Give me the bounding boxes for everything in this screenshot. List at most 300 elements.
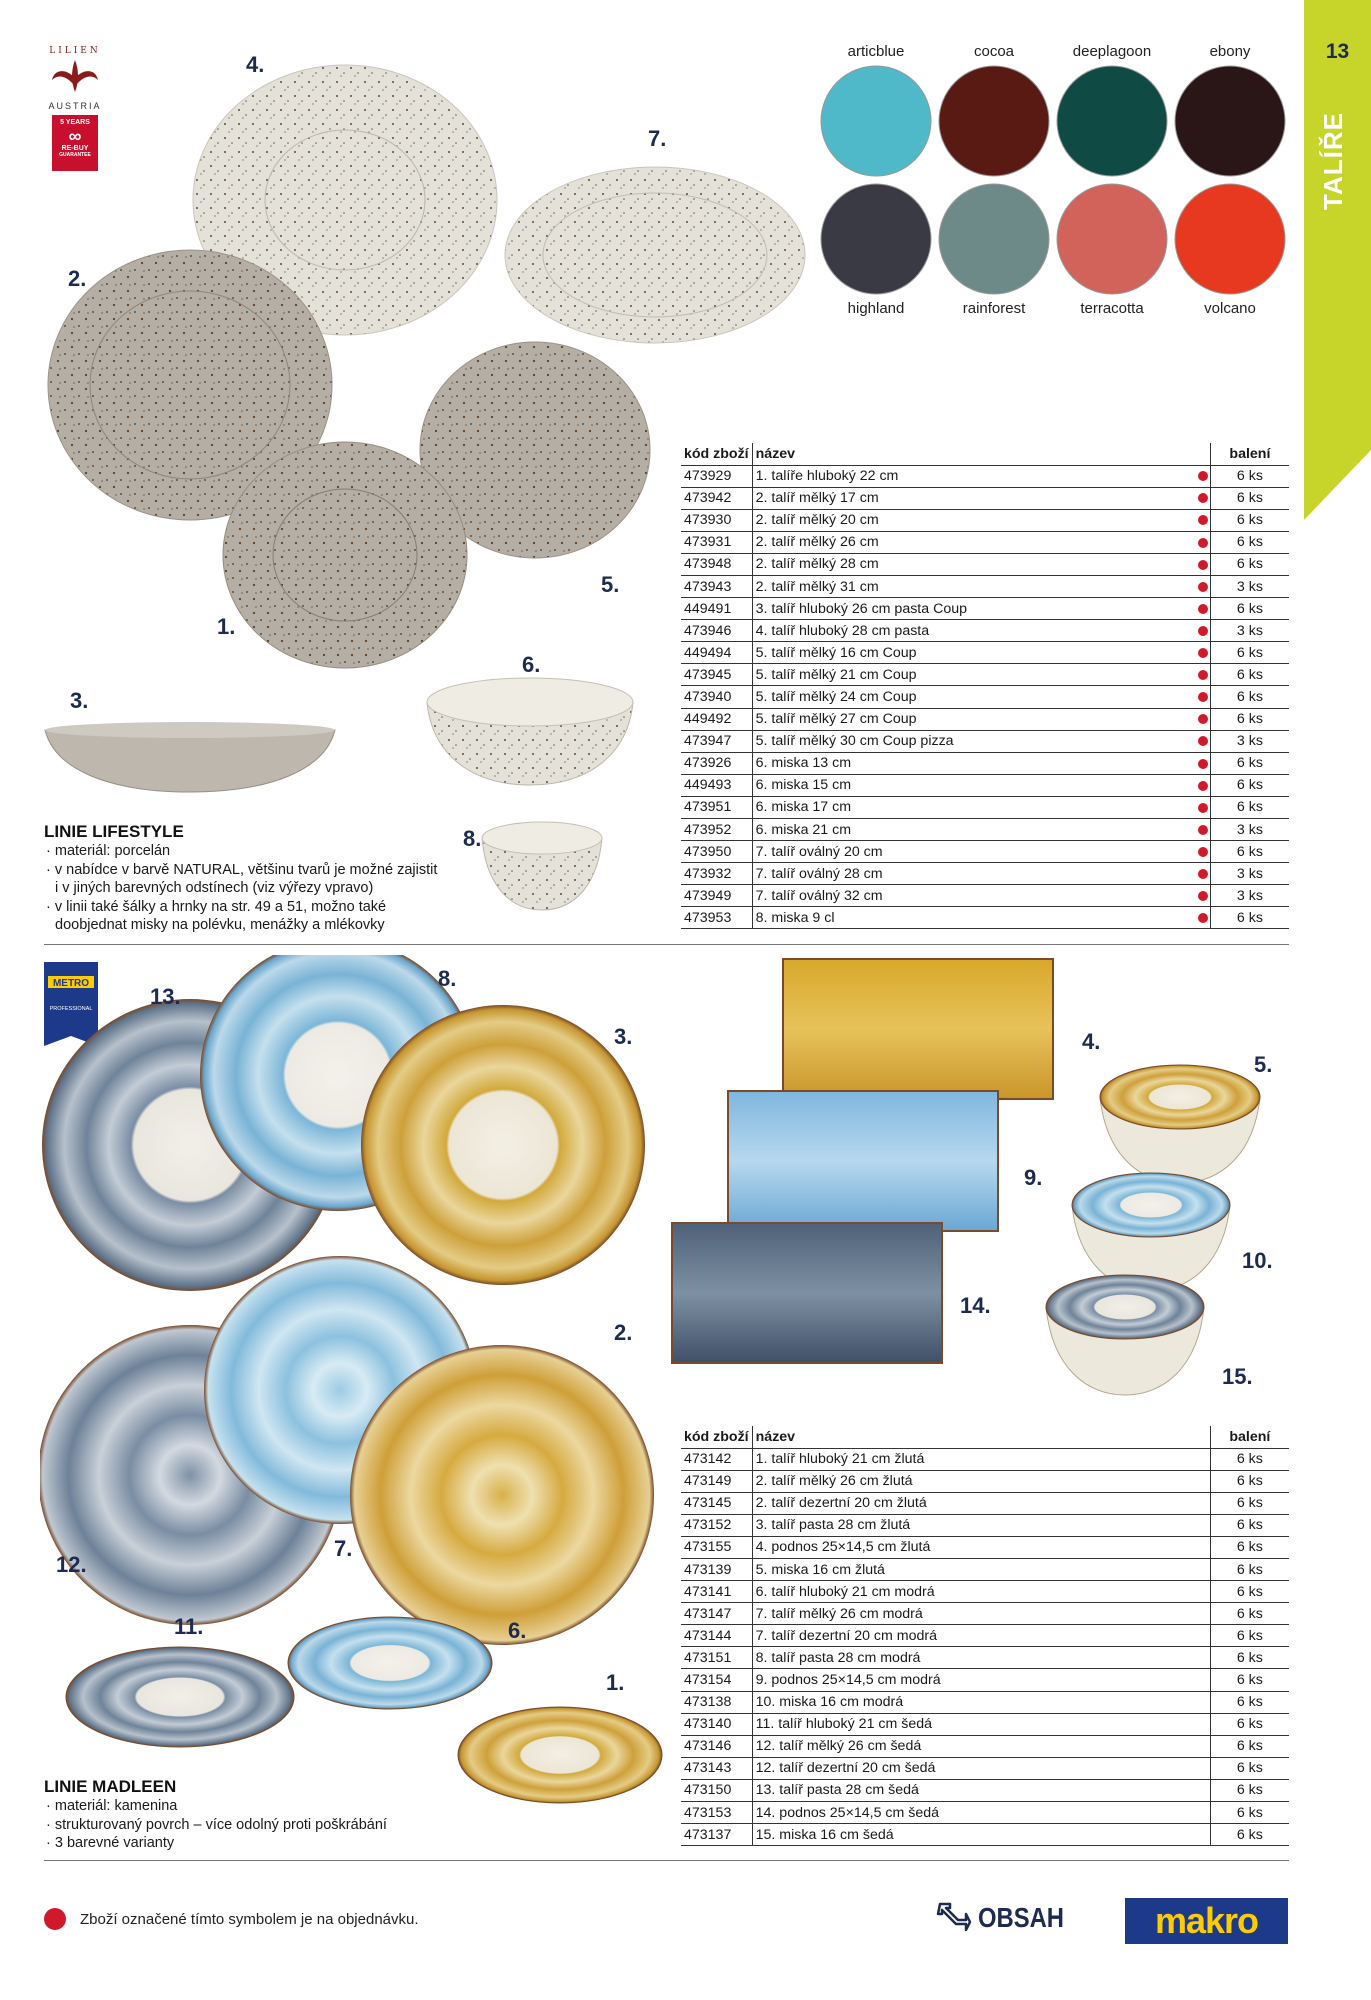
product-name: 7. talíř mělký 26 cm modrá xyxy=(752,1603,1198,1625)
product-pack: 6 ks xyxy=(1210,1625,1289,1647)
product-name: 5. talíř mělký 30 cm Coup pizza xyxy=(752,730,1198,752)
order-marker-cell xyxy=(1198,620,1210,642)
label-12: 12. xyxy=(56,1552,87,1577)
order-marker-cell xyxy=(1199,1735,1211,1757)
order-marker-cell xyxy=(1198,841,1210,863)
table-row xyxy=(681,1470,1289,1492)
order-dot-icon xyxy=(1198,670,1208,680)
metro-name: METRO xyxy=(52,978,90,989)
order-marker-cell xyxy=(1199,1492,1211,1514)
label-3: 3. xyxy=(614,1024,633,1049)
product-name: 7. talíř oválný 28 cm xyxy=(752,863,1198,885)
product-pack: 6 ks xyxy=(1210,465,1289,487)
order-dot-icon xyxy=(1198,471,1208,481)
table-row xyxy=(681,1824,1289,1846)
swatch-label-terracotta: terracotta xyxy=(1080,300,1144,317)
table-row xyxy=(681,1691,1289,1713)
product-pack: 6 ks xyxy=(1210,1824,1289,1846)
product-pack: 6 ks xyxy=(1210,531,1289,553)
table-row xyxy=(681,553,1289,575)
label-7: 7. xyxy=(648,126,667,151)
table-row xyxy=(681,487,1289,509)
footer-note: Zboží označené tímto symbolem je na objednávku. xyxy=(80,1911,419,1928)
product-pack: 6 ks xyxy=(1210,642,1289,664)
product-name: 10. miska 16 cm modrá xyxy=(752,1691,1198,1713)
color-swatches xyxy=(820,64,1292,300)
order-marker-cell xyxy=(1198,796,1210,818)
product-name: 1. talíře hluboký 22 cm xyxy=(752,465,1198,487)
table-row xyxy=(681,1735,1289,1757)
table-row xyxy=(681,774,1289,796)
product-code: 473142 xyxy=(681,1448,752,1470)
label-11: 11. xyxy=(174,1614,204,1639)
section-divider xyxy=(44,944,1289,945)
table-row xyxy=(681,642,1289,664)
label-2: 2. xyxy=(614,1320,633,1345)
product-pack: 6 ks xyxy=(1210,708,1289,730)
label-10: 10. xyxy=(1242,1248,1273,1273)
order-marker-cell xyxy=(1199,1647,1211,1669)
product-name: 2. talíř mělký 31 cm xyxy=(752,575,1198,597)
product-name: 6. miska 21 cm xyxy=(752,819,1198,841)
product-name: 2. talíř dezertní 20 cm žlutá xyxy=(752,1492,1198,1514)
return-arrow-icon xyxy=(936,1900,972,1936)
product-pack: 6 ks xyxy=(1210,553,1289,575)
label-15: 15. xyxy=(1222,1364,1253,1389)
product-name: 7. talíř oválný 20 cm xyxy=(752,841,1198,863)
product-pack: 6 ks xyxy=(1210,1536,1289,1558)
product-pack: 6 ks xyxy=(1210,1558,1289,1580)
madleen-description xyxy=(44,1777,464,1853)
product-pack: 6 ks xyxy=(1210,1448,1289,1470)
tab-shape xyxy=(1304,0,1371,520)
plate-3-side xyxy=(45,730,335,792)
product-pack: 6 ks xyxy=(1210,598,1289,620)
product-name: 5. talíř mělký 16 cm Coup xyxy=(752,642,1198,664)
product-code: 473948 xyxy=(681,553,752,575)
lifestyle-product-table xyxy=(681,443,1289,929)
order-marker-cell xyxy=(1199,1536,1211,1558)
order-marker-cell xyxy=(1198,708,1210,730)
product-code: 473953 xyxy=(681,907,752,929)
lifestyle-bullet: · v linii také šálky a hrnky na str. 49 a 51, možno také doobjednat misky na polévku, menážky a mlékovky xyxy=(44,898,444,935)
label-1: 1. xyxy=(606,1670,625,1695)
table-row xyxy=(681,863,1289,885)
product-code: 473952 xyxy=(681,819,752,841)
plate-11 xyxy=(66,1647,294,1747)
metro-sub: PROFESSIONAL xyxy=(49,1006,93,1012)
madleen-bullet: · 3 barevné varianty xyxy=(44,1834,464,1853)
product-name: 6. miska 15 cm xyxy=(752,774,1198,796)
product-code: 473152 xyxy=(681,1514,752,1536)
lifestyle-bullet: · materiál: porcelán xyxy=(44,842,444,861)
product-pack: 6 ks xyxy=(1210,1713,1289,1735)
order-dot-icon xyxy=(1198,493,1208,503)
table-row xyxy=(681,575,1289,597)
header-name: název xyxy=(752,443,1210,465)
table-header-row xyxy=(681,1426,1289,1448)
order-dot-icon xyxy=(1198,803,1208,813)
table-row xyxy=(681,841,1289,863)
order-dot-icon xyxy=(1198,538,1208,548)
plate-2 xyxy=(350,1345,654,1645)
order-dot-icon xyxy=(1198,825,1208,835)
order-marker-cell xyxy=(1198,752,1210,774)
order-dot-icon xyxy=(1198,582,1208,592)
product-code: 449492 xyxy=(681,708,752,730)
table-row xyxy=(681,1779,1289,1801)
plate-3 xyxy=(361,1005,645,1285)
order-dot-icon xyxy=(1198,515,1208,525)
product-pack: 6 ks xyxy=(1210,686,1289,708)
product-code: 473146 xyxy=(681,1735,752,1757)
swatch-ebony xyxy=(1175,66,1285,176)
label-3: 3. xyxy=(70,688,89,713)
product-name: 9. podnos 25×14,5 cm modrá xyxy=(752,1669,1198,1691)
swatch-label-cocoa: cocoa xyxy=(973,43,1015,60)
table-row xyxy=(681,1647,1289,1669)
label-2: 2. xyxy=(68,266,87,291)
product-code: 473141 xyxy=(681,1581,752,1603)
product-pack: 6 ks xyxy=(1210,1581,1289,1603)
product-pack: 6 ks xyxy=(1210,664,1289,686)
product-code: 473950 xyxy=(681,841,752,863)
product-name: 5. talíř mělký 24 cm Coup xyxy=(752,686,1198,708)
product-code: 449491 xyxy=(681,598,752,620)
section-tab xyxy=(1304,0,1371,520)
label-6: 6. xyxy=(508,1618,527,1643)
order-marker-cell xyxy=(1199,1713,1211,1735)
table-row xyxy=(681,1536,1289,1558)
swatch-deeplagoon xyxy=(1057,66,1167,176)
product-pack: 6 ks xyxy=(1210,487,1289,509)
order-dot-icon xyxy=(1198,604,1208,614)
product-name: 2. talíř mělký 28 cm xyxy=(752,553,1198,575)
header-name: název xyxy=(752,1426,1210,1448)
plate-6 xyxy=(288,1617,492,1709)
tray-14 xyxy=(672,1223,942,1363)
footer-divider xyxy=(44,1860,1289,1861)
order-dot-icon xyxy=(1198,847,1208,857)
lifestyle-table-body xyxy=(681,465,1289,929)
table-row xyxy=(681,752,1289,774)
order-marker-cell xyxy=(1199,1558,1211,1580)
label-13: 13. xyxy=(150,984,181,1009)
product-name: 12. talíř dezertní 20 cm šedá xyxy=(752,1757,1198,1779)
product-pack: 6 ks xyxy=(1210,774,1289,796)
product-code: 473930 xyxy=(681,509,752,531)
product-code: 473140 xyxy=(681,1713,752,1735)
product-code: 473929 xyxy=(681,465,752,487)
product-pack: 6 ks xyxy=(1210,1735,1289,1757)
table-row xyxy=(681,664,1289,686)
lilien-brand-text: LILIEN xyxy=(49,46,101,56)
product-pack: 6 ks xyxy=(1210,1514,1289,1536)
tray-4 xyxy=(783,959,1053,1099)
order-marker-cell xyxy=(1199,1448,1211,1470)
product-name: 2. talíř mělký 26 cm xyxy=(752,531,1198,553)
table-row xyxy=(681,1603,1289,1625)
page-number: 13 xyxy=(1325,40,1350,63)
swatch-label-highland: highland xyxy=(847,300,905,317)
table-row xyxy=(681,598,1289,620)
product-name: 5. talíř mělký 27 cm Coup xyxy=(752,708,1198,730)
order-dot-icon xyxy=(1198,714,1208,724)
order-marker-cell xyxy=(1198,642,1210,664)
table-row xyxy=(681,1802,1289,1824)
product-code: 473145 xyxy=(681,1492,752,1514)
table-row xyxy=(681,730,1289,752)
product-name: 8. miska 9 cl xyxy=(752,907,1198,929)
product-pack: 6 ks xyxy=(1210,1603,1289,1625)
order-marker-cell xyxy=(1199,1514,1211,1536)
product-pack: 6 ks xyxy=(1210,796,1289,818)
order-symbol-dot xyxy=(44,1908,66,1930)
product-name: 14. podnos 25×14,5 cm šedá xyxy=(752,1802,1198,1824)
order-marker-cell xyxy=(1198,819,1210,841)
swatch-label-ebony: ebony xyxy=(1209,43,1251,60)
guarantee-years: 5 YEARS xyxy=(60,119,90,126)
order-marker-cell xyxy=(1198,686,1210,708)
order-marker-cell xyxy=(1198,885,1210,907)
product-name: 12. talíř mělký 26 cm šedá xyxy=(752,1735,1198,1757)
table-row xyxy=(681,1669,1289,1691)
swatch-articblue xyxy=(821,66,931,176)
product-name: 1. talíř hluboký 21 cm žlutá xyxy=(752,1448,1198,1470)
label-14: 14. xyxy=(960,1293,991,1318)
product-code: 473946 xyxy=(681,620,752,642)
contents-link-label: OBSAH xyxy=(978,1902,1064,1933)
product-code: 473940 xyxy=(681,686,752,708)
swatch-terracotta xyxy=(1057,184,1167,294)
product-name: 3. talíř pasta 28 cm žlutá xyxy=(752,1514,1198,1536)
product-code: 473147 xyxy=(681,1603,752,1625)
product-pack: 6 ks xyxy=(1210,752,1289,774)
order-dot-icon xyxy=(1198,891,1208,901)
table-row xyxy=(681,1757,1289,1779)
product-pack: 3 ks xyxy=(1210,863,1289,885)
table-row xyxy=(681,819,1289,841)
order-dot-icon xyxy=(1198,736,1208,746)
table-row xyxy=(681,1514,1289,1536)
infinity-icon: ∞ xyxy=(68,126,82,147)
product-code: 473951 xyxy=(681,796,752,818)
product-code: 473155 xyxy=(681,1536,752,1558)
table-row xyxy=(681,1448,1289,1470)
order-marker-cell xyxy=(1198,774,1210,796)
product-pack: 3 ks xyxy=(1210,620,1289,642)
product-code: 449494 xyxy=(681,642,752,664)
order-marker-cell xyxy=(1199,1470,1211,1492)
product-code: 473942 xyxy=(681,487,752,509)
product-code: 473149 xyxy=(681,1470,752,1492)
order-marker-cell xyxy=(1198,664,1210,686)
table-row xyxy=(681,686,1289,708)
product-pack: 3 ks xyxy=(1210,575,1289,597)
order-marker-cell xyxy=(1198,531,1210,553)
table-row xyxy=(681,796,1289,818)
madleen-bullet: · materiál: kamenina xyxy=(44,1797,464,1816)
order-marker-cell xyxy=(1198,598,1210,620)
table-row xyxy=(681,1625,1289,1647)
product-code: 473150 xyxy=(681,1779,752,1801)
swatch-cocoa xyxy=(939,66,1049,176)
swatch-label-deeplagoon: deeplagoon xyxy=(1072,43,1152,60)
product-name: 11. talíř hluboký 21 cm šedá xyxy=(752,1713,1198,1735)
product-code: 449493 xyxy=(681,774,752,796)
table-row xyxy=(681,1558,1289,1580)
product-pack: 6 ks xyxy=(1210,1492,1289,1514)
contents-link[interactable] xyxy=(936,1896,1079,1940)
product-code: 473137 xyxy=(681,1824,752,1846)
product-pack: 6 ks xyxy=(1210,907,1289,929)
order-marker-cell xyxy=(1199,1824,1211,1846)
table-header-row xyxy=(681,443,1289,465)
label-7: 7. xyxy=(334,1536,353,1561)
order-dot-icon xyxy=(1198,913,1208,923)
madleen-bullet: · strukturovaný povrch – více odolný proti poškrábání xyxy=(44,1816,464,1835)
header-code: kód zboží xyxy=(681,1426,752,1448)
guarantee-word: GUARANTEE xyxy=(59,152,91,159)
order-dot-icon xyxy=(1198,692,1208,702)
product-pack: 6 ks xyxy=(1210,1647,1289,1669)
label-9: 9. xyxy=(1024,1165,1043,1190)
order-marker-cell xyxy=(1199,1802,1211,1824)
product-name: 5. miska 16 cm žlutá xyxy=(752,1558,1198,1580)
lilien-country-text: AUSTRIA xyxy=(48,101,102,111)
lifestyle-bullet: · v nabídce v barvě NATURAL, většinu tvarů je možné zajistit i v jiných barevných odstínech (viz výřezy vpravo) xyxy=(44,861,444,898)
product-code: 473943 xyxy=(681,575,752,597)
plate-1 xyxy=(458,1707,662,1803)
product-pack: 3 ks xyxy=(1210,885,1289,907)
product-code: 473947 xyxy=(681,730,752,752)
product-name: 4. talíř hluboký 28 cm pasta xyxy=(752,620,1198,642)
label-1: 1. xyxy=(217,614,236,639)
product-code: 473143 xyxy=(681,1757,752,1779)
product-name: 6. talíř hluboký 21 cm modrá xyxy=(752,1581,1198,1603)
order-marker-cell xyxy=(1199,1779,1211,1801)
order-marker-cell xyxy=(1198,730,1210,752)
lifestyle-description xyxy=(44,822,444,935)
table-row xyxy=(681,531,1289,553)
product-name: 4. podnos 25×14,5 cm žlutá xyxy=(752,1536,1198,1558)
label-8: 8. xyxy=(463,826,482,851)
product-code: 473153 xyxy=(681,1802,752,1824)
makro-logo: makro xyxy=(1125,1898,1288,1944)
product-name: 7. talíř dezertní 20 cm modrá xyxy=(752,1625,1198,1647)
order-marker-cell xyxy=(1199,1691,1211,1713)
swatch-label-rainforest: rainforest xyxy=(962,300,1026,317)
lifestyle-title: LINIE LIFESTYLE xyxy=(44,822,184,841)
table-row xyxy=(681,1581,1289,1603)
product-name: 7. talíř oválný 32 cm xyxy=(752,885,1198,907)
table-row xyxy=(681,1492,1289,1514)
order-dot-icon xyxy=(1198,759,1208,769)
label-5: 5. xyxy=(1254,1052,1273,1077)
product-code: 473138 xyxy=(681,1691,752,1713)
label-5: 5. xyxy=(601,572,620,597)
order-marker-cell xyxy=(1199,1581,1211,1603)
swatch-label-volcano: volcano xyxy=(1204,300,1256,317)
product-name: 2. talíř mělký 17 cm xyxy=(752,487,1198,509)
product-name: 3. talíř hluboký 26 cm pasta Coup xyxy=(752,598,1198,620)
order-dot-icon xyxy=(1198,781,1208,791)
order-marker-cell xyxy=(1199,1757,1211,1779)
order-marker-cell xyxy=(1198,863,1210,885)
table-row xyxy=(681,885,1289,907)
product-pack: 6 ks xyxy=(1210,1669,1289,1691)
product-pack: 3 ks xyxy=(1210,819,1289,841)
order-marker-cell xyxy=(1199,1625,1211,1647)
order-marker-cell xyxy=(1198,553,1210,575)
swatch-label-articblue: articblue xyxy=(847,43,905,60)
product-name: 8. talíř pasta 28 cm modrá xyxy=(752,1647,1198,1669)
order-marker-cell xyxy=(1199,1603,1211,1625)
product-name: 15. miska 16 cm šedá xyxy=(752,1824,1198,1846)
product-pack: 6 ks xyxy=(1210,509,1289,531)
table-row xyxy=(681,509,1289,531)
header-code: kód zboží xyxy=(681,443,752,465)
table-row xyxy=(681,708,1289,730)
table-row xyxy=(681,1713,1289,1735)
product-code: 473926 xyxy=(681,752,752,774)
product-name: 5. talíř mělký 21 cm Coup xyxy=(752,664,1198,686)
order-dot-icon xyxy=(1198,626,1208,636)
section-title: TALÍŘE xyxy=(1318,112,1348,210)
order-marker-cell xyxy=(1198,509,1210,531)
product-name: 2. talíř mělký 26 cm žlutá xyxy=(752,1470,1198,1492)
order-marker-cell xyxy=(1198,907,1210,929)
product-code: 473932 xyxy=(681,863,752,885)
header-pack: balení xyxy=(1210,443,1289,465)
product-code: 473949 xyxy=(681,885,752,907)
product-pack: 6 ks xyxy=(1210,1691,1289,1713)
madleen-product-table xyxy=(681,1426,1289,1846)
product-code: 473139 xyxy=(681,1558,752,1580)
order-dot-icon xyxy=(1198,648,1208,658)
swatch-rainforest xyxy=(939,184,1049,294)
product-name: 6. miska 13 cm xyxy=(752,752,1198,774)
product-pack: 6 ks xyxy=(1210,1802,1289,1824)
product-code: 473945 xyxy=(681,664,752,686)
order-marker-cell xyxy=(1198,487,1210,509)
order-marker-cell xyxy=(1198,575,1210,597)
swatch-highland xyxy=(821,184,931,294)
product-name: 2. talíř mělký 20 cm xyxy=(752,509,1198,531)
madleen-table-body xyxy=(681,1448,1289,1846)
product-code: 473144 xyxy=(681,1625,752,1647)
product-name: 13. talíř pasta 28 cm šedá xyxy=(752,1779,1198,1801)
guarantee-rebuy: RE-BUY xyxy=(61,145,89,153)
product-code: 473931 xyxy=(681,531,752,553)
product-pack: 3 ks xyxy=(1210,730,1289,752)
table-row xyxy=(681,907,1289,929)
label-6: 6. xyxy=(522,652,541,677)
swatch-volcano xyxy=(1175,184,1285,294)
order-marker-cell xyxy=(1199,1669,1211,1691)
table-row xyxy=(681,465,1289,487)
product-code: 473154 xyxy=(681,1669,752,1691)
product-pack: 6 ks xyxy=(1210,1779,1289,1801)
madleen-title: LINIE MADLEEN xyxy=(44,1777,177,1796)
label-8: 8. xyxy=(438,966,457,991)
order-dot-icon xyxy=(1198,560,1208,570)
product-name: 6. miska 17 cm xyxy=(752,796,1198,818)
order-dot-icon xyxy=(1198,869,1208,879)
order-marker-cell xyxy=(1198,465,1210,487)
header-pack: balení xyxy=(1210,1426,1289,1448)
tray-9 xyxy=(728,1091,998,1231)
